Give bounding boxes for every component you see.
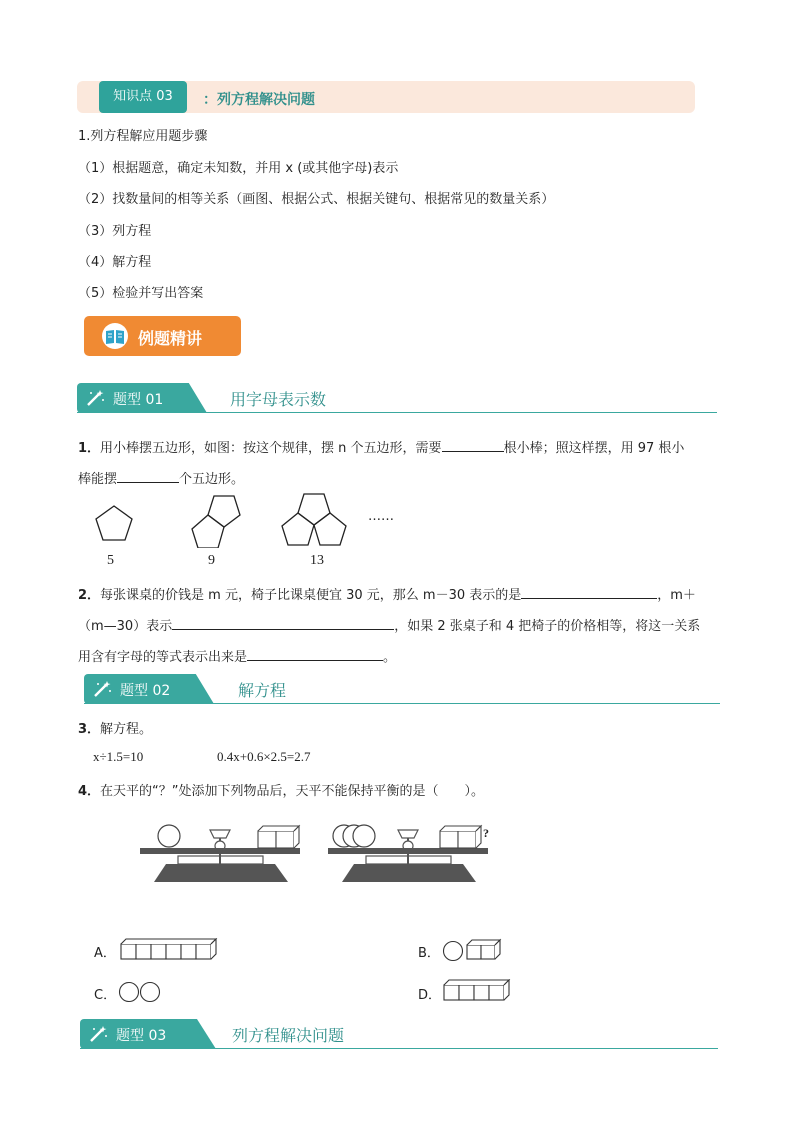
step-2: （2）找数量间的相等关系（画图、根据公式、根据关键句、根据常见的数量关系）: [78, 192, 555, 207]
balance-scale-1: [138, 818, 303, 890]
example-section-label: 例题精讲: [138, 329, 203, 348]
question-1-blank-2[interactable]: [117, 470, 179, 483]
magic-wand-icon: [85, 389, 105, 411]
step-1: （1）根据题意，确定未知数，并用 x (或其他字母)表示: [78, 161, 399, 176]
book-icon: [100, 322, 130, 354]
question-2-line-3: 用含有字母的等式表示出来是 。: [78, 650, 397, 665]
magic-wand-icon: [92, 680, 112, 702]
question-3-number: 3．: [78, 722, 101, 737]
question-2-blank-2[interactable]: [172, 617, 394, 630]
option-c[interactable]: C．: [94, 988, 117, 1003]
pentagon-3c: [314, 513, 346, 545]
type-01-tag: 题型 01: [113, 392, 164, 408]
question-3: 3．解方程。: [78, 722, 153, 737]
type-02-title: 解方程: [238, 681, 287, 700]
figure-count-3: 13: [310, 553, 324, 568]
question-mark: ?: [483, 826, 489, 840]
type-02-header: [84, 674, 720, 704]
option-d[interactable]: D．: [418, 988, 442, 1003]
type-02-tag: 题型 02: [120, 683, 171, 699]
option-a-cubes: [120, 938, 218, 966]
step-3: （3）列方程: [78, 224, 152, 239]
question-2-blank-3[interactable]: [247, 648, 383, 661]
knowledge-point-tag: 知识点 03: [99, 81, 187, 113]
type-01-underline: [77, 412, 717, 413]
question-2-number: 2．: [78, 588, 101, 603]
equation-2: 0.4x+0.6×2.5=2.7: [217, 749, 311, 764]
question-2-blank-1[interactable]: [521, 586, 657, 599]
question-2-line-1: 2．每张课桌的价钱是 m 元，椅子比课桌便宜 30 元，那么 m－30 表示的是 ，m＋: [78, 588, 696, 603]
question-4-number: 4．: [78, 784, 101, 799]
question-4: 4．在天平的“？”处添加下列物品后，天平不能保持平衡的是（ ）。: [78, 784, 485, 799]
pentagon-3a: [298, 494, 330, 525]
figure-count-2: 9: [208, 553, 215, 568]
type-01-title: 用字母表示数: [230, 390, 327, 409]
question-1-number: 1．: [78, 441, 101, 456]
pentagon-1: [96, 506, 132, 540]
type-03-header: [80, 1019, 718, 1049]
pentagon-2a: [208, 496, 240, 527]
type-01-header: [77, 383, 717, 413]
pentagon-3b: [282, 513, 314, 545]
equation-1: x÷1.5=10: [93, 749, 144, 764]
type-03-title: 列方程解决问题: [232, 1026, 345, 1045]
question-1-blank-1[interactable]: [442, 439, 504, 452]
option-d-cubes: [443, 979, 515, 1007]
balance-scale-2: [326, 818, 496, 890]
pentagon-2b: [192, 515, 224, 548]
type-03-tag: 题型 03: [116, 1028, 167, 1044]
step-4: （4）解方程: [78, 255, 152, 270]
option-a[interactable]: A．: [94, 946, 116, 961]
type-02-underline: [84, 703, 720, 704]
option-c-circles: [118, 980, 164, 1008]
figure-count-1: 5: [107, 553, 114, 568]
option-b-items: [442, 938, 504, 968]
steps-heading: 1.列方程解应用题步骤: [78, 129, 208, 144]
step-5: （5）检验并写出答案: [78, 286, 204, 301]
question-1-line-2: 棒能摆 个五边形。: [78, 472, 245, 487]
knowledge-point-title: ：列方程解决问题: [203, 92, 315, 108]
option-b[interactable]: B．: [418, 946, 440, 961]
question-2-line-2: （m—30）表示 ，如果 2 张桌子和 4 把椅子的价格相等，将这一关系: [78, 619, 701, 634]
figure-ellipsis: ……: [368, 509, 394, 524]
type-03-underline: [80, 1048, 718, 1049]
question-1-line-1: 1．用小棒摆五边形，如图：按这个规律，摆 n 个五边形，需要 根小棒；照这样摆，用 97 根小: [78, 441, 685, 456]
magic-wand-icon: [88, 1025, 108, 1047]
